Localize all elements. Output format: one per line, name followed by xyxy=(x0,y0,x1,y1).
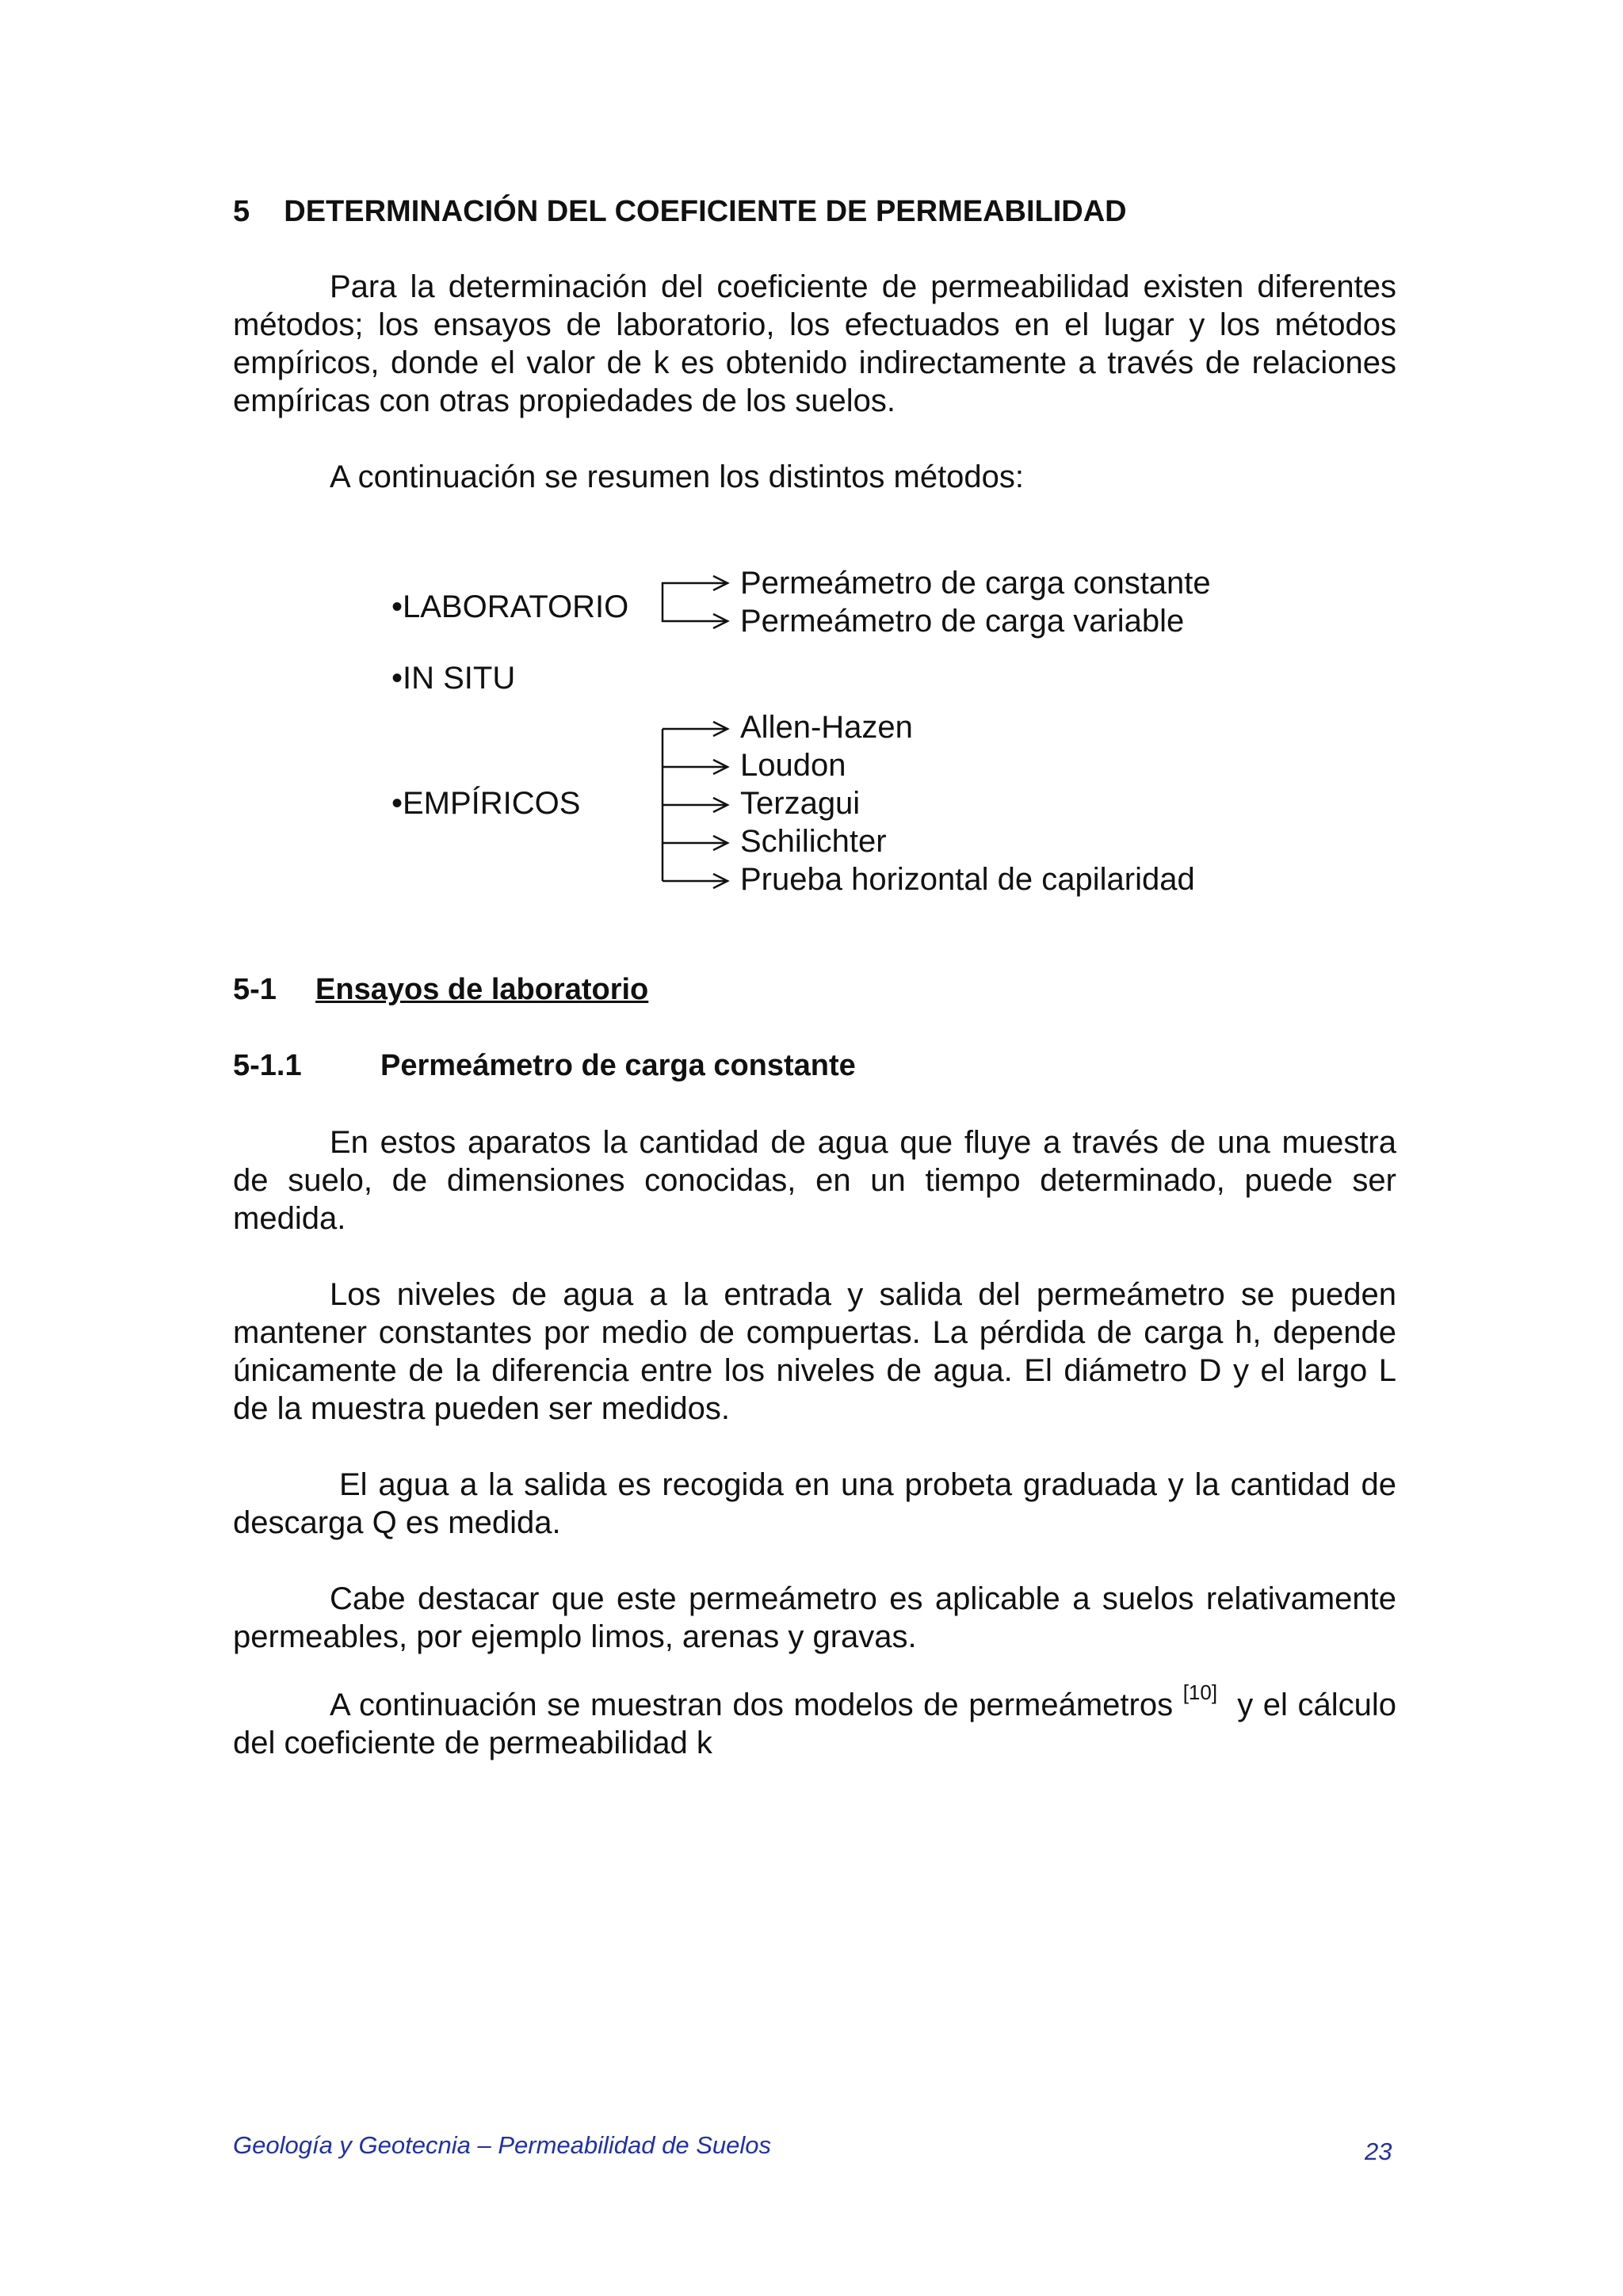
subsection-number: 5-1 xyxy=(233,973,277,1006)
body-paragraph-3: El agua a la salida es recogida en una probeta graduada y la cantidad de descarga Q es medida. xyxy=(233,1467,1396,1540)
body-paragraph-2: Los niveles de agua a la entrada y salida del permeámetro se pueden mantener constantes por medio de compuertas. La pérdida de carga h, depende únicamente de la diferencia entre los niveles de agua. El diámetro D y el largo L de la muestra pueden ser medidos. xyxy=(233,1277,1396,1426)
arrow-emp-2 xyxy=(663,760,727,774)
intro-paragraph-1: Para la determinación del coeficiente de permeabilidad existen diferentes métodos; los ensayos de laboratorio, los efectuados en el lugar y los métodos empíricos, donde el valor de k es obtenido indirectamente a través de relaciones empíricas con otras propiedades de los suelos. xyxy=(233,269,1396,418)
citation-ref: [10] xyxy=(1182,1680,1218,1704)
arrow-emp-4 xyxy=(663,836,727,850)
method-item-emp-5: Prueba horizontal de capilaridad xyxy=(740,862,1195,897)
body-paragraph-5: A continuación se muestran dos modelos de permeámetros [10] y el cálculo del coeficiente de permeabilidad k xyxy=(233,1680,1396,1760)
method-label-laboratorio: •LABORATORIO xyxy=(391,589,629,624)
subsubsection-heading xyxy=(233,1047,856,1084)
method-item-emp-4: Schilichter xyxy=(740,824,887,859)
subsubsection-title: Permeámetro de carga constante xyxy=(380,1049,856,1082)
body-paragraph-4: Cabe destacar que este permeámetro es aplicable a suelos relativamente permeables, por ejemplo limos, arenas y gravas. xyxy=(233,1581,1396,1654)
subsection-title: Ensayos de laboratorio xyxy=(315,973,649,1006)
section-title: DETERMINACIÓN DEL COEFICIENTE DE PERMEABILIDAD xyxy=(284,195,1127,228)
method-item-emp-2: Loudon xyxy=(740,748,846,783)
method-item-emp-1: Allen-Hazen xyxy=(740,710,913,745)
page-number: 23 xyxy=(1365,2138,1392,2165)
method-label-empiricos: •EMPÍRICOS xyxy=(391,786,581,821)
method-item-emp-3: Terzagui xyxy=(740,786,861,821)
arrow-emp-1 xyxy=(663,722,727,736)
method-item-lab-1: Permeámetro de carga constante xyxy=(740,566,1211,601)
method-label-in-situ: •IN SITU xyxy=(391,661,516,696)
method-item-lab-2: Permeámetro de carga variable xyxy=(740,604,1185,639)
body-paragraph-1: En estos aparatos la cantidad de agua que fluye a través de una muestra de suelo, de dimensiones conocidas, en un tiempo determinado, puede ser medida. xyxy=(233,1125,1396,1236)
subsubsection-number: 5-1.1 xyxy=(233,1049,302,1082)
arrow-emp-5 xyxy=(663,874,727,888)
subsection-heading xyxy=(233,971,648,1008)
section-number: 5 xyxy=(233,195,250,228)
intro-paragraph-2: A continuación se resumen los distintos métodos: xyxy=(330,460,1025,494)
arrow-emp-3 xyxy=(663,798,727,812)
footer-title: Geología y Geotecnia – Permeabilidad de Suelos xyxy=(233,2131,771,2159)
